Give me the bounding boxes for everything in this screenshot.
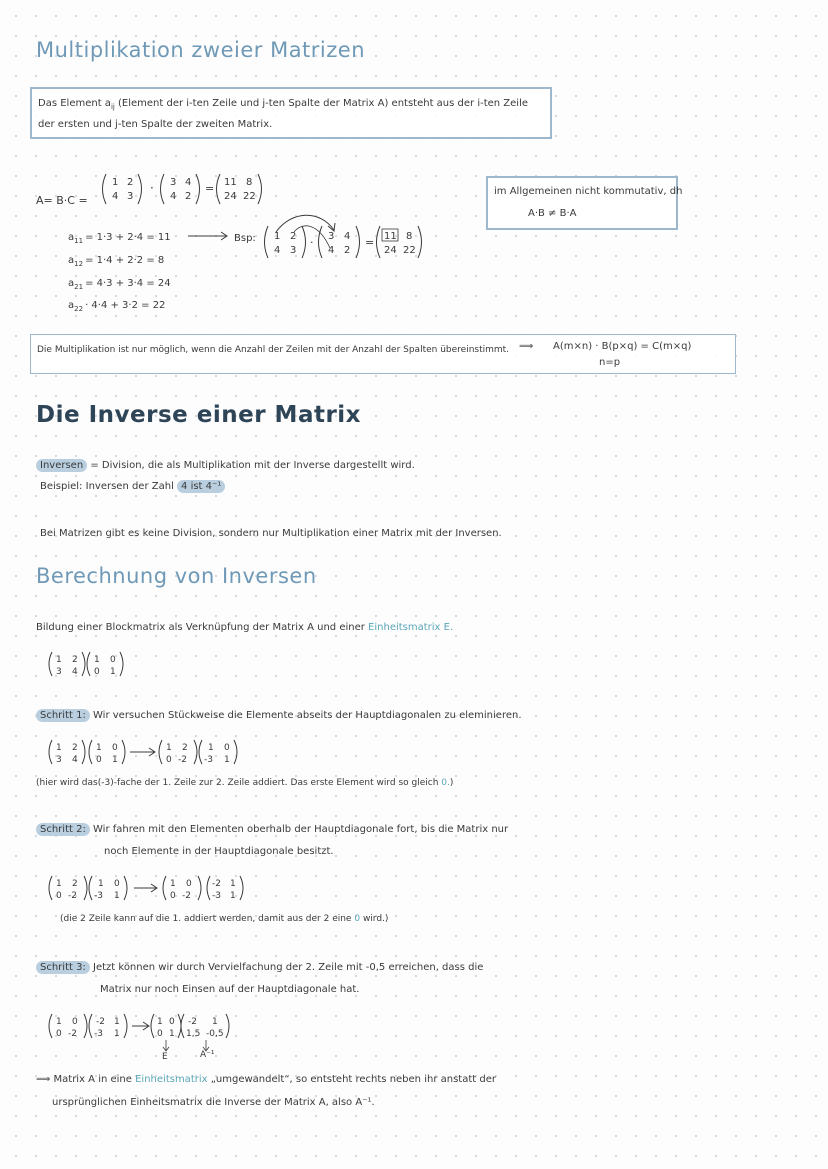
down-arrow-icon <box>163 1040 169 1051</box>
svg-text:1: 1 <box>110 667 116 677</box>
step1-text: Schritt 1: Wir versuchen Stückweise die Elemente abseits der Hauptdiagonalen zu eleminieren. <box>36 710 522 721</box>
commutativity-line-2: A·B ≠ B·A <box>528 208 577 219</box>
condition-box <box>30 334 736 374</box>
matrix-cell: 8 <box>246 177 253 188</box>
matrix-cell: 8 <box>406 231 413 242</box>
einheitsmatrix-term: Einheitsmatrix E. <box>368 622 454 633</box>
svg-text:3: 3 <box>56 755 62 765</box>
svg-text:-3: -3 <box>212 891 221 901</box>
svg-text:0: 0 <box>110 655 116 665</box>
step3-text-line2: Matrix nur noch Einsen auf der Hauptdiagonale hat. <box>100 984 360 995</box>
step3-matrix-right <box>151 1014 229 1039</box>
matrix-cell: 3 <box>127 191 134 202</box>
bsp-matrix-b <box>265 226 306 258</box>
condition-formula: A(m×n) · B(p×q) = C(m×q) <box>553 341 692 352</box>
svg-text:1: 1 <box>170 879 176 889</box>
step3-tag: Schritt 3: <box>36 961 90 974</box>
svg-text:0: 0 <box>186 879 192 889</box>
matrix-cell: 4 <box>185 177 192 188</box>
implication-arrow-icon: ⟹ <box>519 341 534 352</box>
svg-text:0: 0 <box>170 891 176 901</box>
matrix-cell: 4 <box>112 191 119 202</box>
svg-text:4: 4 <box>72 755 78 765</box>
matrix-a <box>217 174 262 204</box>
matrix-cell: 3 <box>328 231 335 242</box>
bsp-matrix-c <box>319 226 360 258</box>
svg-text:1: 1 <box>56 655 62 665</box>
matrix-cell: 4 <box>274 245 281 256</box>
block-matrix <box>49 652 123 677</box>
step1-tag: Schritt 1: <box>36 709 90 722</box>
svg-text:2: 2 <box>72 655 78 665</box>
svg-text:-2: -2 <box>182 891 191 901</box>
svg-text:-3: -3 <box>94 891 103 901</box>
svg-text:2: 2 <box>72 879 78 889</box>
element-computation <box>68 232 171 313</box>
matrix-cell: 4 <box>328 245 335 256</box>
step1-matrix-right <box>159 740 237 765</box>
arrow-right-icon <box>132 1022 149 1030</box>
step1-matrix-left <box>49 740 125 765</box>
svg-text:1: 1 <box>96 743 102 753</box>
identity-label: E <box>162 1052 168 1062</box>
matrix-cell: 22 <box>403 245 416 256</box>
dot-operator: · <box>310 236 314 249</box>
long-arrow-icon <box>188 232 227 240</box>
svg-text:1: 1 <box>230 879 236 889</box>
matrix-cell: 1 <box>112 177 119 188</box>
dot-operator: · <box>150 181 154 195</box>
matrix-cell: 2 <box>185 191 192 202</box>
matrix-cell: 2 <box>127 177 134 188</box>
svg-text:1: 1 <box>94 655 100 665</box>
step2-note: (die 2 Zeile kann auf die 1. addiert werden, damit aus der 2 eine 0 wird.) <box>60 914 389 924</box>
matrix-cell: 11 <box>384 231 397 242</box>
step2-text: Schritt 2: Wir fahren mit den Elementen oberhalb der Hauptdiagonale fort, bis die Matrix nur <box>36 824 508 835</box>
svg-text:4: 4 <box>72 667 78 677</box>
step3-matrix-left <box>49 1014 127 1039</box>
svg-text:a22· 4·4 + 3·2 = 22: $a_{22} \cdot 4\cdot 4 + 3\cdot 2 = 22$ <box>68 300 166 313</box>
condition-n-equals-p: n=p <box>599 357 621 368</box>
svg-text:0: 0 <box>166 755 172 765</box>
svg-text:-2: -2 <box>68 891 77 901</box>
step2-text-line2: noch Elemente in der Hauptdiagonale besitzt. <box>104 846 334 857</box>
matrix-cell: 4 <box>170 191 177 202</box>
svg-text:0: 0 <box>94 667 100 677</box>
step3-text: Schritt 3: Jetzt können wir durch Vervielfachung der 2. Zeile mit -0,5 erreichen, dass die <box>36 962 483 973</box>
definition-box <box>30 87 552 139</box>
svg-text:0: 0 <box>72 1017 78 1027</box>
matrix-cell: 11 <box>224 177 237 188</box>
step2-tag: Schritt 2: <box>36 823 90 836</box>
svg-text:1: 1 <box>212 1017 218 1027</box>
svg-text:-3: -3 <box>94 1029 103 1039</box>
heading-multiplikation: Multiplikation zweier Matrizen <box>36 38 366 62</box>
svg-text:0: 0 <box>169 1017 175 1027</box>
conclusion-line-1: ⟹ Matrix A in eine Einheitsmatrix „umgewandelt“, so entsteht rechts neben ihr anstatt der <box>36 1074 496 1085</box>
einheitsmatrix-term: Einheitsmatrix <box>135 1074 208 1085</box>
multiplication-example <box>30 160 450 320</box>
equals-operator: = <box>205 182 215 195</box>
svg-text:a21= 4·3 + 3·4 = 24: $a_{21} = 4\cdot 3 + 3\cdot 4 = 24$ <box>68 278 171 291</box>
conclusion-line-2: ursprünglichen Einheitsmatrix die Inverse der Matrix A, also A⁻¹. <box>52 1097 375 1108</box>
equals-operator: = <box>365 236 375 249</box>
definition-line-1: Das Element $a_{ij}$ (Element der i-ten Zeile und j-ten Spalte der Matrix A) entsteht aus der i-ten Zeile <box>38 98 529 111</box>
svg-text:-2: -2 <box>68 1029 77 1039</box>
matrix-cell: 24 <box>384 245 397 256</box>
svg-text:1: 1 <box>157 1017 163 1027</box>
svg-text:1: 1 <box>114 1017 120 1027</box>
svg-text:2: 2 <box>72 743 78 753</box>
svg-text:-0,5: -0,5 <box>206 1029 224 1039</box>
svg-text:1: 1 <box>114 1029 120 1039</box>
matrix-cell: 3 <box>290 245 297 256</box>
svg-text:0: 0 <box>56 1029 62 1039</box>
inverse-definition: Inversen = Division, die als Multiplikation mit der Inverse dargestellt wird. <box>36 460 415 471</box>
matrix-cell: 2 <box>344 245 351 256</box>
inverse-example: Beispiel: Inversen der Zahl 4 ist 4⁻¹ <box>40 481 225 492</box>
arrow-right-icon <box>134 884 157 892</box>
commutativity-line-1: im Allgemeinen nicht kommutativ, dh <box>494 186 683 197</box>
matrix-cell: 1 <box>274 231 281 242</box>
step2-matrix-right <box>163 876 243 901</box>
svg-text:0: 0 <box>112 743 118 753</box>
matrix-cell: 3 <box>170 177 177 188</box>
bsp-label: Bsp: <box>234 233 256 244</box>
svg-text:1: 1 <box>230 891 236 901</box>
matrix-cell: 4 <box>344 231 351 242</box>
svg-text:0: 0 <box>56 891 62 901</box>
svg-text:1: 1 <box>98 879 104 889</box>
svg-text:1,5: 1,5 <box>186 1029 201 1039</box>
svg-text:1: 1 <box>56 743 62 753</box>
step1-note: (hier wird das(-3)-fache der 1. Zeile zur 2. Zeile addiert. Das erste Element wird so gleich 0.) <box>36 778 454 788</box>
svg-text:-2: -2 <box>212 879 221 889</box>
matrix-cell: 22 <box>243 191 256 202</box>
svg-text:a11= 1·3 + 2·4 = 11: $a_{11} = 1\cdot 3 + 2\cdot 4 = 11$ <box>68 232 171 245</box>
svg-text:1: 1 <box>56 879 62 889</box>
arrow-right-icon <box>130 748 155 756</box>
matrix-cell: 2 <box>290 231 297 242</box>
heading-inverse: Die Inverse einer Matrix <box>36 402 362 428</box>
svg-text:1: 1 <box>224 755 230 765</box>
svg-text:-2: -2 <box>96 1017 105 1027</box>
svg-text:1: 1 <box>56 1017 62 1027</box>
commutativity-note <box>486 176 683 230</box>
svg-text:3: 3 <box>56 667 62 677</box>
blockmatrix-text: Bildung einer Blockmatrix als Verknüpfung der Matrix A und einer Einheitsmatrix E. <box>36 622 454 633</box>
inverse-label: A⁻¹ <box>200 1050 215 1060</box>
svg-text:2: 2 <box>182 743 188 753</box>
svg-text:0: 0 <box>157 1029 163 1039</box>
svg-text:0: 0 <box>224 743 230 753</box>
inversen-tag: Inversen <box>36 459 87 472</box>
matrix-b <box>103 174 142 204</box>
svg-text:1: 1 <box>169 1029 175 1039</box>
svg-text:1: 1 <box>112 755 118 765</box>
bsp-matrix-a <box>377 226 422 258</box>
step2-matrix-left <box>49 876 127 901</box>
svg-text:1: 1 <box>114 891 120 901</box>
svg-text:-3: -3 <box>204 755 213 765</box>
matrix-cell: 24 <box>224 191 237 202</box>
implication-arrow-icon: ⟹ <box>36 1074 51 1085</box>
condition-text: Die Multiplikation ist nur möglich, wenn die Anzahl der Zeilen mit der Anzahl der Spalten übereinstimmt. <box>37 345 510 355</box>
svg-text:-2: -2 <box>188 1017 197 1027</box>
equation-label: A= B·C = <box>36 194 88 207</box>
svg-text:a12= 1·4 + 2·2 = 8: $a_{12} = 1\cdot 4 + 2\cdot 2 = 8$ <box>68 255 165 268</box>
svg-text:0: 0 <box>96 755 102 765</box>
svg-text:-2: -2 <box>178 755 187 765</box>
no-division-note: Bei Matrizen gibt es keine Division, sondern nur Multiplikation einer Matrix mit der Inversen. <box>40 528 502 539</box>
svg-text:1: 1 <box>208 743 214 753</box>
heading-berechnung: Berechnung von Inversen <box>36 564 317 588</box>
svg-text:1: 1 <box>166 743 172 753</box>
definition-line-2: der ersten und j-ten Spalte der zweiten Matrix. <box>38 119 273 130</box>
svg-text:0: 0 <box>114 879 120 889</box>
matrix-c <box>161 174 200 204</box>
